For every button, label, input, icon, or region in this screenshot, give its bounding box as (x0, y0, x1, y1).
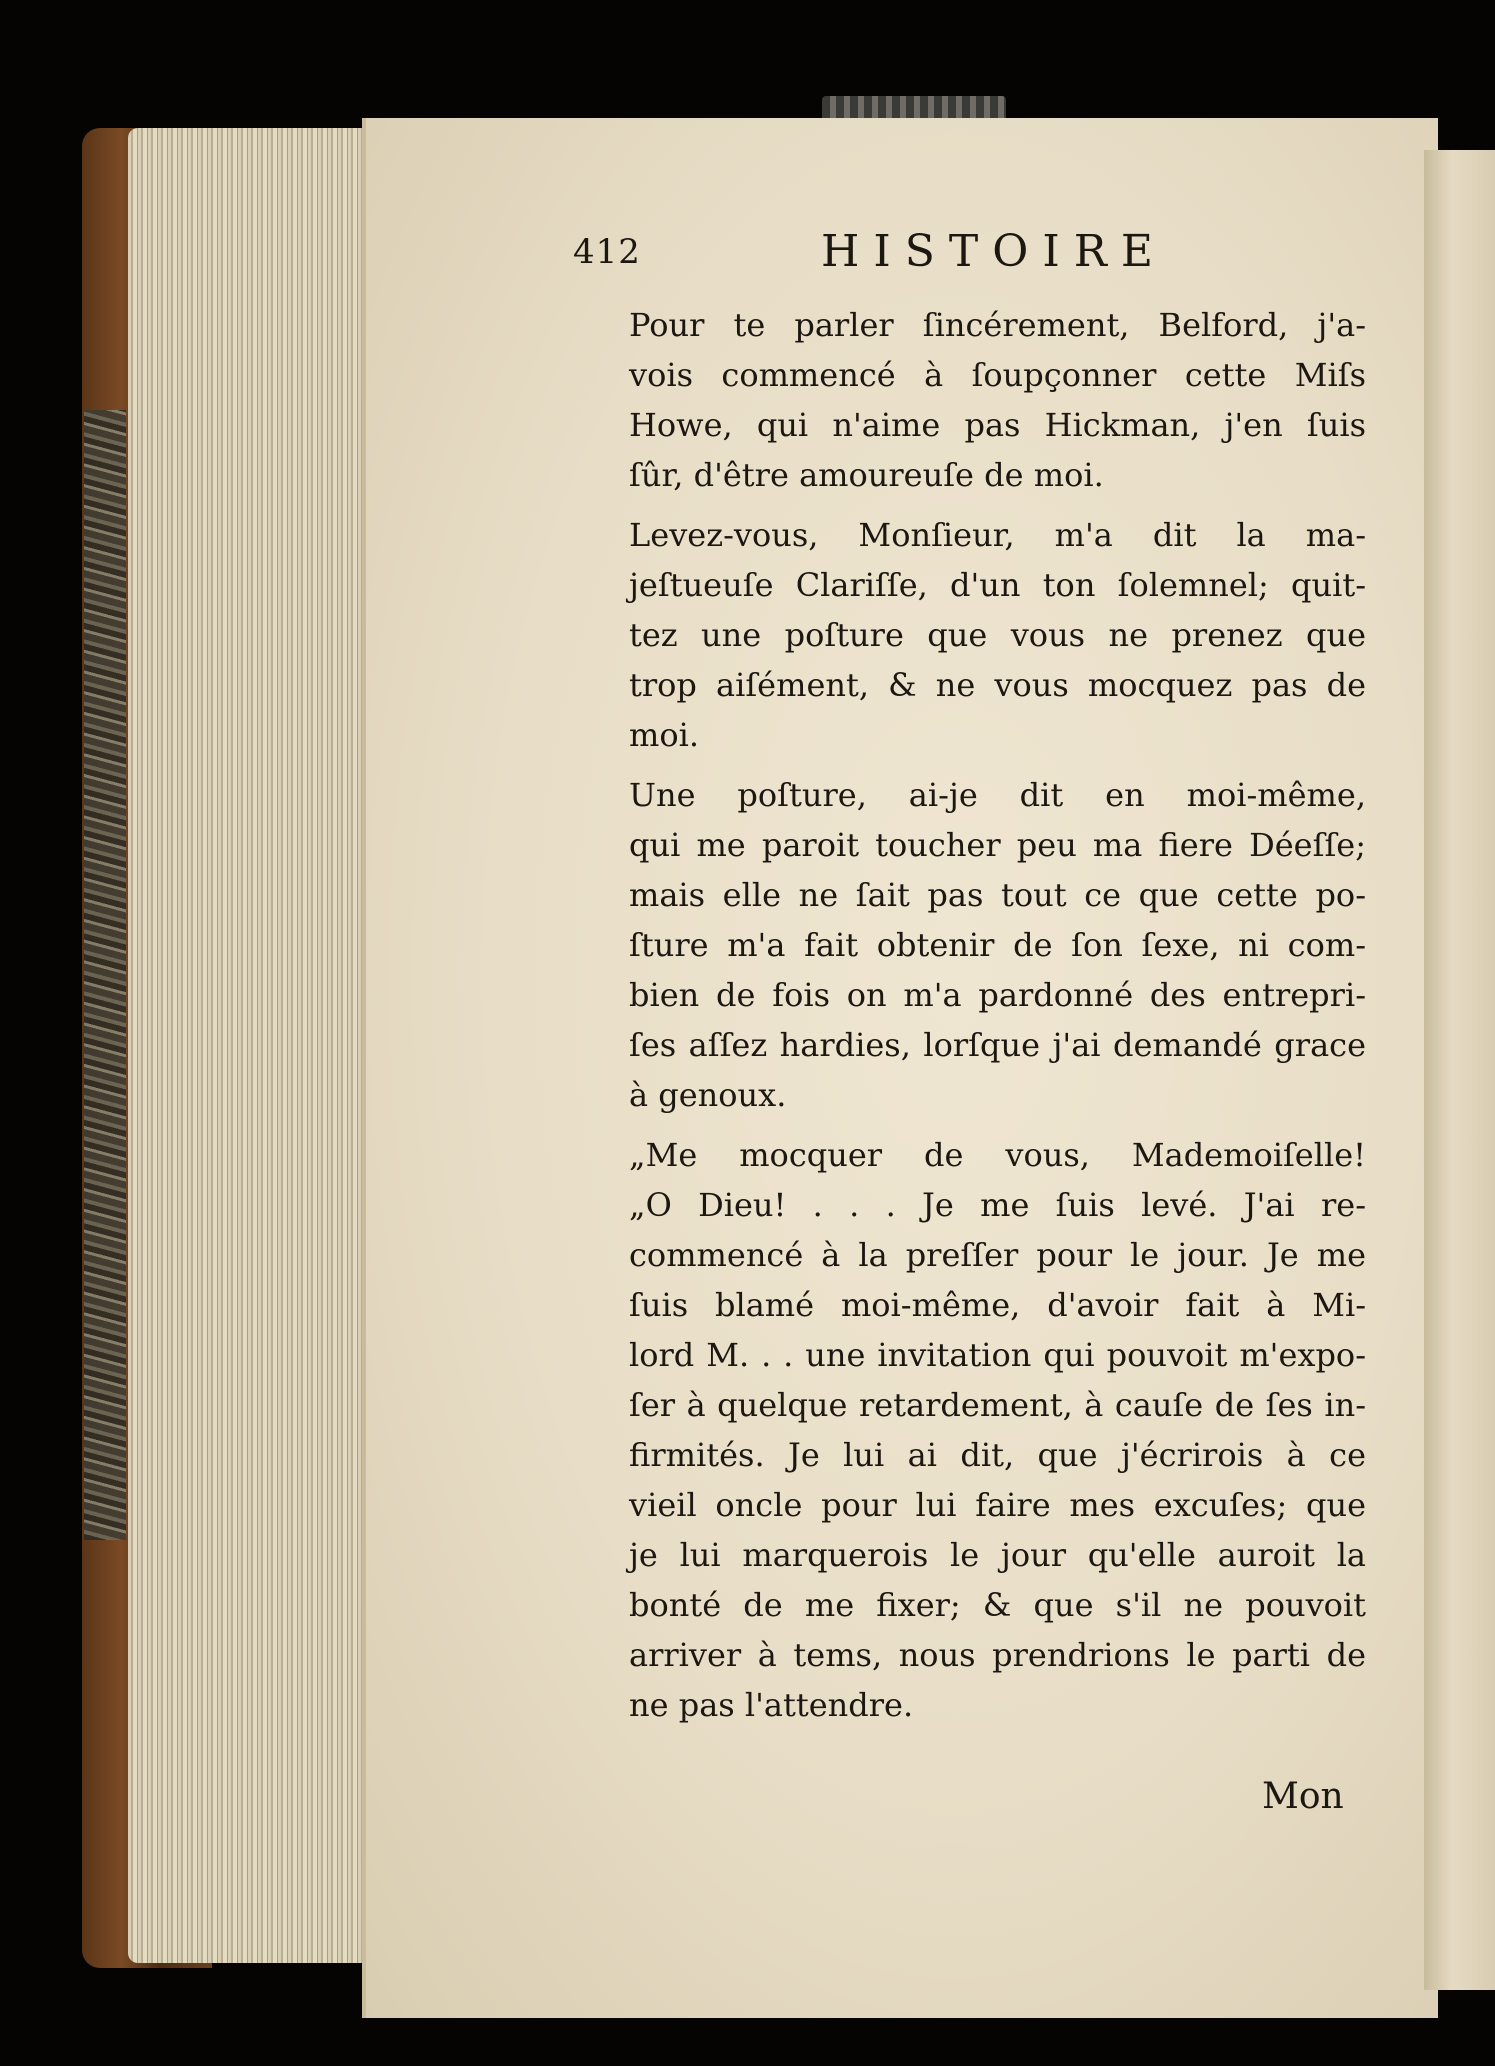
text-line: „O Dieu! . . . Je me ſuis levé. J'ai re- (629, 1186, 1366, 1224)
body-text (573, 300, 1366, 1740)
text-line: vois commencé à ſoupçonner cette Miſs (629, 356, 1366, 394)
text-line: ſuis blamé moi-même, d'avoir fait à Mi- (629, 1286, 1366, 1324)
text-line: je lui marquerois le jour qu'elle auroit la (629, 1536, 1366, 1574)
text-line: Pour te parler ſincérement, Belford, j'a- (629, 306, 1366, 344)
paragraph (573, 1130, 1366, 1730)
page-header (573, 226, 1363, 292)
text-line: Howe, qui n'aime pas Hickman, j'en ſuis (629, 406, 1366, 444)
running-title: HISTOIRE (821, 226, 1167, 277)
text-line: ſes aſſez hardies, lorſque j'ai demandé grace (629, 1026, 1366, 1064)
text-line: qui me paroit toucher peu ma fiere Déeſſe; (629, 826, 1366, 864)
text-line: moi. (629, 716, 700, 754)
text-line: ſture m'a fait obtenir de ſon ſexe, ni com- (629, 926, 1366, 964)
text-line: tez une poſture que vous ne prenez que (629, 616, 1366, 654)
text-line: firmités. Je lui ai dit, que j'écrirois à ce (629, 1436, 1366, 1474)
text-line: vieil oncle pour lui faire mes excuſes; que (629, 1486, 1366, 1524)
text-line: bonté de me fixer; & que s'il ne pouvoit (629, 1586, 1366, 1624)
text-line: „Me mocquer de vous, Mademoiſelle! (629, 1136, 1366, 1174)
text-line: Levez-vous, Monſieur, m'a dit la ma- (629, 516, 1366, 554)
text-line: à genoux. (629, 1076, 787, 1114)
facing-page-edge (1424, 150, 1495, 1990)
text-line: ſer à quelque retardement, à cauſe de ſes in- (629, 1386, 1366, 1424)
catchword: Mon (1262, 1776, 1344, 1817)
text-line: Une poſture, ai-je dit en moi-même, (629, 776, 1366, 814)
marbled-board (84, 410, 126, 1540)
text-line: ne pas l'attendre. (629, 1686, 914, 1724)
text-line: ſûr, d'être amoureuſe de moi. (629, 456, 1104, 494)
paragraph (573, 300, 1366, 500)
text-line: mais elle ne ſait pas tout ce que cette po- (629, 876, 1366, 914)
text-line: bien de fois on m'a pardonné des entrepri- (629, 976, 1366, 1014)
text-line: commencé à la preſſer pour le jour. Je me (629, 1236, 1366, 1274)
text-line: arriver à tems, nous prendrions le parti de (629, 1636, 1366, 1674)
text-line: lord M. . . une invitation qui pouvoit m'expo- (629, 1336, 1366, 1374)
paragraph (573, 770, 1366, 1120)
paragraph (573, 510, 1366, 760)
page-number: 412 (573, 232, 641, 272)
text-line: trop aiſément, & ne vous mocquez pas de (629, 666, 1366, 704)
text-line: jeſtueuſe Clariſſe, d'un ton ſolemnel; quit- (629, 566, 1366, 604)
page-edges (128, 128, 378, 1963)
